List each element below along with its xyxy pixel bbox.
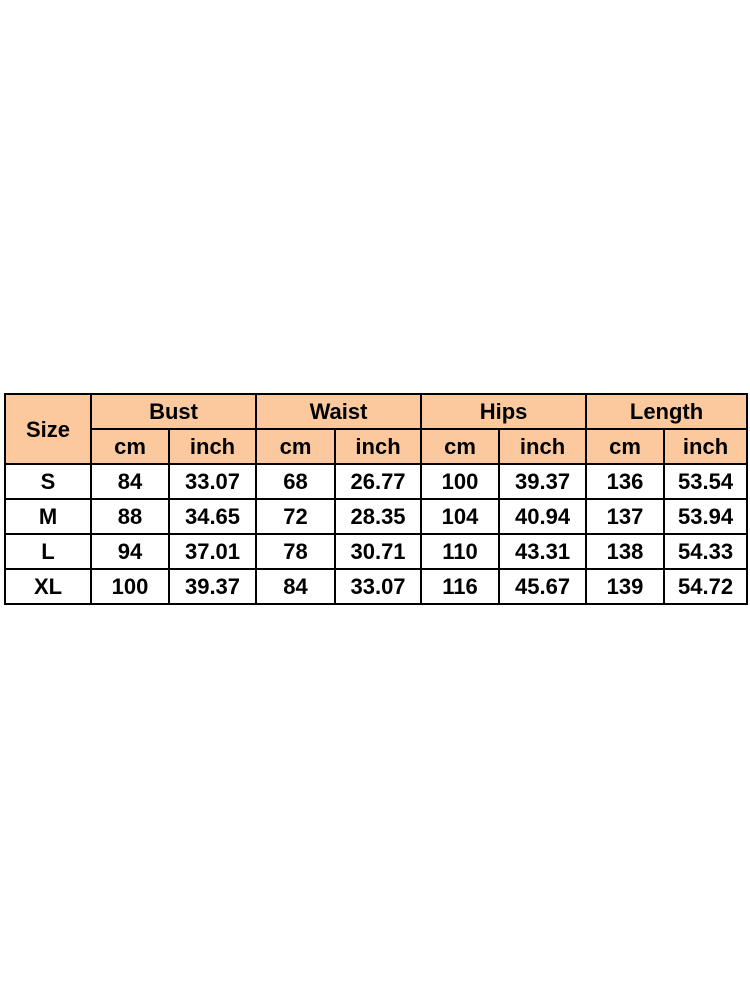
header-row-groups xyxy=(5,394,747,429)
unit-header-length-inch: inch xyxy=(664,429,747,464)
length-cm-cell: 137 xyxy=(586,499,664,534)
unit-header-length-cm: cm xyxy=(586,429,664,464)
table-row xyxy=(5,499,747,534)
unit-header-bust-cm: cm xyxy=(91,429,169,464)
size-cell: XL xyxy=(5,569,91,604)
hips-cm-cell: 100 xyxy=(421,464,499,499)
length-inch-cell: 53.54 xyxy=(664,464,747,499)
unit-header-hips-inch: inch xyxy=(499,429,586,464)
size-cell: M xyxy=(5,499,91,534)
hips-cm-cell: 116 xyxy=(421,569,499,604)
length-cm-cell: 136 xyxy=(586,464,664,499)
bust-cm-cell: 88 xyxy=(91,499,169,534)
waist-cm-cell: 68 xyxy=(256,464,335,499)
table-row xyxy=(5,464,747,499)
waist-cm-cell: 78 xyxy=(256,534,335,569)
group-header-waist: Waist xyxy=(256,394,421,429)
length-inch-cell: 53.94 xyxy=(664,499,747,534)
group-header-length: Length xyxy=(586,394,747,429)
header-row-units xyxy=(5,429,747,464)
waist-cm-cell: 84 xyxy=(256,569,335,604)
unit-header-hips-cm: cm xyxy=(421,429,499,464)
length-cm-cell: 138 xyxy=(586,534,664,569)
waist-cm-cell: 72 xyxy=(256,499,335,534)
hips-cm-cell: 110 xyxy=(421,534,499,569)
waist-inch-cell: 30.71 xyxy=(335,534,421,569)
hips-inch-cell: 39.37 xyxy=(499,464,586,499)
length-inch-cell: 54.33 xyxy=(664,534,747,569)
size-cell: L xyxy=(5,534,91,569)
bust-inch-cell: 37.01 xyxy=(169,534,256,569)
bust-inch-cell: 39.37 xyxy=(169,569,256,604)
hips-inch-cell: 43.31 xyxy=(499,534,586,569)
bust-cm-cell: 100 xyxy=(91,569,169,604)
unit-header-waist-cm: cm xyxy=(256,429,335,464)
bust-cm-cell: 94 xyxy=(91,534,169,569)
hips-inch-cell: 40.94 xyxy=(499,499,586,534)
size-chart-table xyxy=(4,393,748,605)
length-cm-cell: 139 xyxy=(586,569,664,604)
unit-header-waist-inch: inch xyxy=(335,429,421,464)
table-row xyxy=(5,569,747,604)
waist-inch-cell: 33.07 xyxy=(335,569,421,604)
bust-inch-cell: 34.65 xyxy=(169,499,256,534)
group-header-bust: Bust xyxy=(91,394,256,429)
group-header-hips: Hips xyxy=(421,394,586,429)
unit-header-bust-inch: inch xyxy=(169,429,256,464)
hips-inch-cell: 45.67 xyxy=(499,569,586,604)
waist-inch-cell: 28.35 xyxy=(335,499,421,534)
waist-inch-cell: 26.77 xyxy=(335,464,421,499)
size-header: Size xyxy=(5,394,91,464)
bust-cm-cell: 84 xyxy=(91,464,169,499)
size-cell: S xyxy=(5,464,91,499)
table-row xyxy=(5,534,747,569)
bust-inch-cell: 33.07 xyxy=(169,464,256,499)
length-inch-cell: 54.72 xyxy=(664,569,747,604)
hips-cm-cell: 104 xyxy=(421,499,499,534)
